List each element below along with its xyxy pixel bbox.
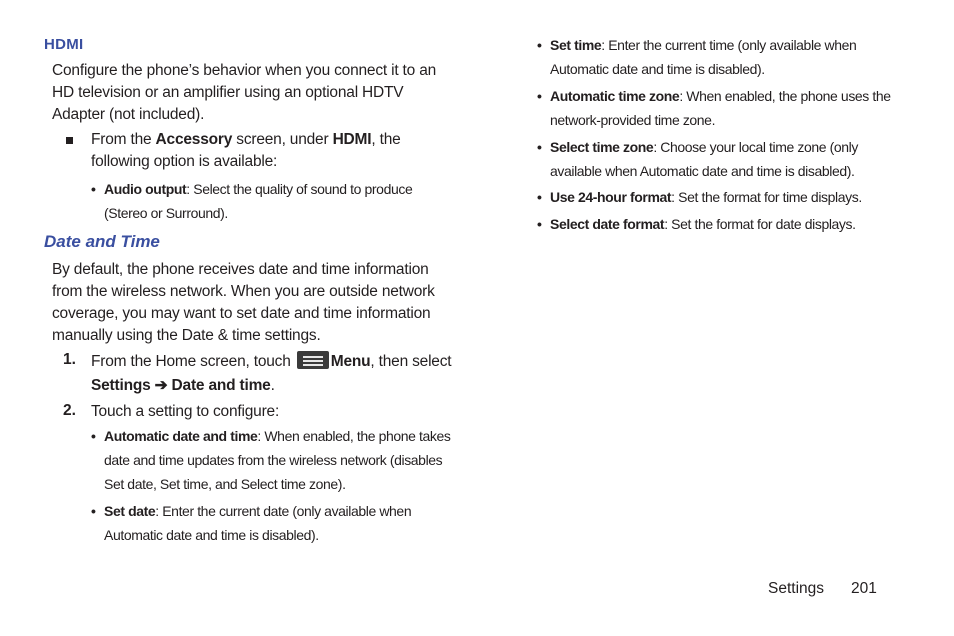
step-number-1: 1. [63,351,76,368]
step-2: Touch a setting to configure: [91,403,280,420]
hdmi-step: From the Accessory screen, under HDMI, the following option is available: [91,131,401,170]
select-time-zone-item: • Select time zone: Choose your local time zone (only available when Automatic date and time is disabled). [537,139,858,179]
step-number-2: 2. [63,402,76,419]
footer-section: Settings [768,580,825,597]
set-time-item: • Set time: Enter the current time (only available when Automatic date and time is disabled). [537,37,857,77]
automatic-date-time-item: • Automatic date and time: When enabled, the phone takes date and time updates from the wireless network (disables Set date, Set time, and Select time zone). [91,428,451,492]
step-1: From the Home screen, touch Menu, then select Settings ➔ Date and time. [91,353,452,394]
menu-icon [297,351,329,369]
select-date-format-item: • Select date format: Set the format for date displays. [537,216,856,232]
date-time-heading: Date and Time [44,232,160,251]
audio-output-item: • Audio output: Select the quality of sound to produce (Stereo or Surround). [91,181,413,221]
date-time-intro: By default, the phone receives date and time information from the wireless network. When you are outside network coverage, you may want to set date and time information manually using the Date & time settings. [52,261,435,344]
use-24-hour-format-item: • Use 24-hour format: Set the format for time displays. [537,189,862,205]
automatic-time-zone-item: • Automatic time zone: When enabled, the phone uses the network-provided time zone. [537,88,891,128]
footer-page-number: 201 [851,580,877,597]
set-date-item: • Set date: Enter the current date (only available when Automatic date and time is disabled). [91,503,412,543]
hdmi-heading: HDMI [44,36,84,53]
square-bullet-icon [66,137,73,144]
hdmi-intro: Configure the phone’s behavior when you connect it to an HD television or an amplifier using an optional HDTV Adapter (not included). [52,62,437,123]
